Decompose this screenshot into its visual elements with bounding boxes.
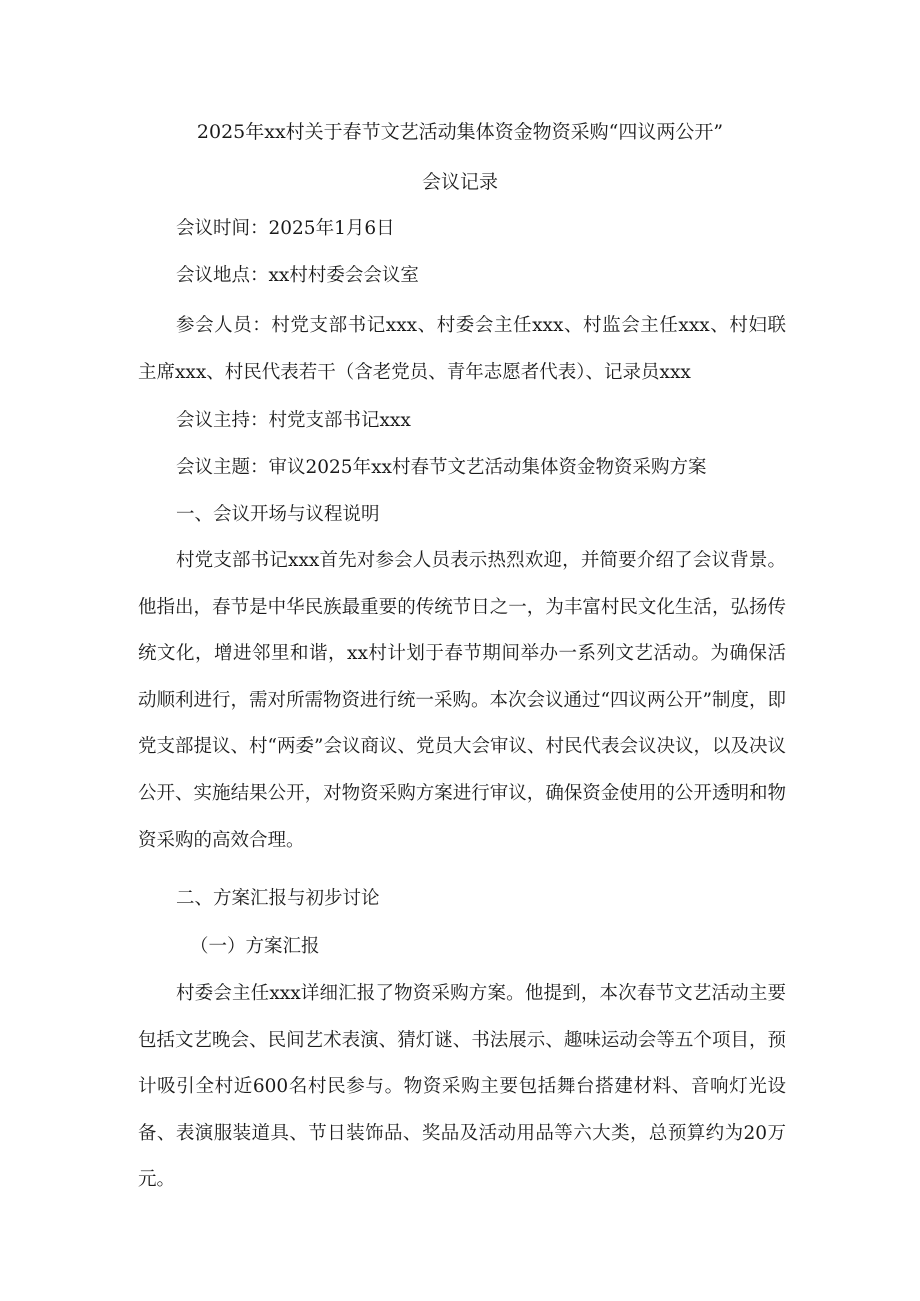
meeting-topic: 会议主题：审议2025年xx村春节文艺活动集体资金物资采购方案 bbox=[176, 457, 707, 478]
document-title-line2: 会议记录 bbox=[421, 171, 498, 193]
section2-heading: 二、方案汇报与初步讨论 bbox=[176, 888, 380, 909]
meeting-attendees: 参会人员：村党支部书记xxx、村委会主任xxx、村监会主任xxx、村妇联主席xxx、村民代表若干（含老党员、青年志愿者代表）、记录员xxx bbox=[138, 315, 786, 383]
section2-sub1-heading: （一）方案汇报 bbox=[190, 936, 320, 957]
section2-sub1-body: 村委会主任xxx详细汇报了物资采购方案。他提到，本次春节文艺活动主要包括文艺晚会、民间艺术表演、猜灯谜、书法展示、趣味运动会等五个项目，预计吸引全村近600名村民参与。物资采购主要包括舞台搭建材料、音响灯光设备、表演服装道具、节日装饰品、奖品及活动用品等六大类，总预算约为20万元。 bbox=[138, 983, 786, 1191]
meeting-place: 会议地点：xx村村委会会议室 bbox=[176, 265, 419, 286]
document-title-line1: 2025年xx村关于春节文艺活动集体资金物资采购“四议两公开” bbox=[196, 121, 724, 143]
meeting-time: 会议时间：2025年1月6日 bbox=[176, 218, 395, 239]
meeting-host: 会议主持：村党支部书记xxx bbox=[176, 410, 411, 431]
section1-heading: 一、会议开场与议程说明 bbox=[176, 504, 380, 525]
section1-body: 村党支部书记xxx首先对参会人员表示热烈欢迎，并简要介绍了会议背景。他指出，春节是中华民族最重要的传统节日之一，为丰富村民文化生活，弘扬传统文化，增进邻里和谐，xx村计划于春节期间举办一系列文艺活动。为确保活动顺利进行，需对所需物资进行统一采购。本次会议通过“四议两公开”制度，即党支部提议、村“两委”会议商议、党员大会审议、村民代表会议决议，以及决议公开、实施结果公开，对物资采购方案进行审议，确保资金使用的公开透明和物资采购的高效合理。 bbox=[138, 550, 786, 851]
